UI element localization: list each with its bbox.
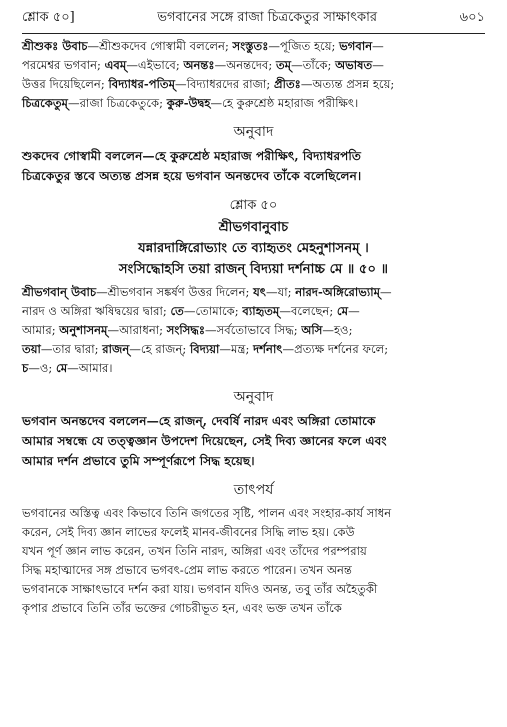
synonym-gloss: পরমেশ্বর ভগবান; [22,58,105,72]
synonym-term: তয়া [22,342,41,356]
synonym-gloss: —অনন্তদেব; [214,58,276,72]
synonym-gloss: —শ্রীশুকদেব গোস্বামী বললেন; [87,39,233,53]
synonym-term: যৎ [253,285,266,299]
synonym-term: রাজন্ [102,342,130,356]
synonyms-verse-49 [22,37,485,113]
synonym-line [22,283,485,302]
synonym-line [22,302,485,321]
synonym-term: বিদ্যাধর-পতিম্ [108,77,176,91]
verse-line: যন্নারদাঙ্গিরোভ্যাং তে ব্যাহৃতং মেহনুশাসনম্ । [138,241,369,256]
synonym-gloss: —তোমাকে; [183,304,243,318]
synonym-term: প্রীতঃ [273,77,301,91]
synonym-line [22,75,485,94]
synonym-gloss: —আমার। [67,361,113,375]
synonym-term: মে [55,361,68,375]
synonyms-verse-50 [22,283,485,378]
synonym-gloss: আমার; [22,323,60,337]
synonym-line [22,340,485,359]
synonym-gloss: — [380,285,392,299]
synonym-term: এবম্ [104,58,127,72]
synonym-gloss: —পূজিত হয়ে; [268,39,340,53]
synonym-line [22,94,485,113]
translation-heading: অনুবাদ [233,124,274,140]
translation-line: শুকদেব গোস্বামী বললেন—হে কুরুশ্রেষ্ঠ মহারাজ পরীক্ষিৎ, বিদ্যাধরপতি [22,149,362,163]
synonym-term: শ্রীভগবান্ উবাচ [22,285,97,299]
synonym-term: অভাষত [335,58,373,72]
translation-verse-50 [22,411,485,471]
synonym-term: মে [336,304,349,318]
synonym-term: চ [22,361,29,375]
synonym-term: চিত্রকেতুম্ [22,96,68,110]
synonym-gloss: —মন্ত্র; [219,342,254,356]
synonym-gloss: —হে রাজন্; [129,342,190,356]
synonym-term: দর্শনাৎ [253,342,283,356]
synonym-term: ভগবান [339,39,373,53]
translation-line: আমার সম্বন্ধে যে তত্ত্বজ্ঞান উপদেশ দিয়েছেন, সেই দিব্য জ্ঞানের ফলে এবং [22,434,387,448]
synonym-term: অসি [301,323,323,337]
synonym-term: অনুশাসনম্ [59,323,108,337]
sanskrit-verse [22,217,485,280]
header-page-number: ৬০১ [459,10,485,25]
synonym-gloss: —ও; [28,361,56,375]
purport-line: সিদ্ধ মহাত্মাদের সঙ্গ প্রভাবে ভগবৎ-প্রেম লাভ করতে পারেন। তখন অনন্ত [22,563,352,577]
translation-verse-49 [22,146,485,186]
translation-line: ভগবান অনন্তদেব বললেন—হে রাজন্, দেবর্ষি নারদ এবং অঙ্গিরা তোমাকে [22,414,376,428]
synonym-gloss: — [372,39,384,53]
synonym-gloss: —হও; [322,323,353,337]
synonym-term: বিদ্যয়া [189,342,220,356]
synonym-gloss: নারদ ও অঙ্গিরা ঋষিদ্বয়ের দ্বারা; [22,304,171,318]
synonym-gloss: —তার দ্বারা; [40,342,103,356]
purport-heading: তাৎপর্য [233,482,274,498]
synonym-gloss: —শ্রীভগবান সঙ্কর্ষণ উত্তর দিলেন; [96,285,254,299]
synonym-term: কুরু-উদ্বহ [166,96,211,110]
purport-line: যখন পূর্ণ জ্ঞান লাভ করেন, তখন তিনি নারদ, অঙ্গিরা এবং তাঁদের পরম্পরায় [22,544,367,558]
purport-line: ভগবানকে সাক্ষাৎভাবে দর্শন করা যায়। ভগবান যদিও অনন্ত, তবু তাঁর অহৈতুকী [22,582,378,596]
synonym-line [22,359,485,378]
synonym-term: সংস্তুতঃ [232,39,269,53]
synonym-gloss: —বলেছেন; [279,304,337,318]
translation-line: চিত্রকেতুর স্তবে অত্যন্ত প্রসন্ন হয়ে ভগবান অনন্তদেব তাঁকে বলেছিলেন। [22,169,362,183]
synonym-gloss: —অত্যন্ত প্রসন্ন হয়ে; [300,77,395,91]
synonym-gloss: —রাজা চিত্রকেতুকে; [68,96,167,110]
synonym-gloss: —এইভাবে; [126,58,184,72]
synonym-gloss: —হে কুরুশ্রেষ্ঠ মহারাজ পরীক্ষিৎ। [210,96,359,110]
running-header [22,0,485,34]
verse-line: সংসিদ্ধোহসি তয়া রাজন্ বিদ্যয়া দর্শনাচ্চ মে ॥ ৫০ ॥ [118,262,389,277]
synonym-gloss: —আরাধনা; [107,323,167,337]
purport-line: কৃপার প্রভাবে তিনি তাঁর ভক্তের গোচরীভূত হন, এবং ভক্ত তখন তাঁকে [22,601,342,615]
purport-line: করেন, সেই দিব্য জ্ঞান লাভের ফলেই মানব-জীবনের সিদ্ধি লাভ হয়। কেউ [22,525,355,539]
purport-body [22,504,485,618]
synonym-line [22,37,485,56]
synonym-gloss: —বিদ্যাধরদের রাজা; [175,77,274,91]
header-chapter-title: ভগবানের সঙ্গে রাজা চিত্রকেতুর সাক্ষাৎকার [157,10,378,25]
synonym-gloss: — [372,58,384,72]
verse-number: শ্লোক ৫০ [229,198,278,213]
synonym-term: শ্রীশুকঃ উবাচ [22,39,88,53]
synonym-line [22,56,485,75]
synonym-term: ব্যাহৃতম্ [242,304,280,318]
header-verse-label: শ্লোক ৫০] [22,10,75,25]
synonym-term: সংসিদ্ধঃ [166,323,206,337]
synonym-gloss: উত্তর দিয়েছিলেন; [22,77,109,91]
synonym-gloss: —সর্বতোভাবে সিদ্ধ; [205,323,302,337]
synonym-gloss: —যা; [265,285,296,299]
synonym-term: নারদ-অঙ্গিরোভ্যাম্ [295,285,381,299]
synonym-gloss: — [348,304,360,318]
verse-line: শ্রীভগবানুবাচ [218,220,289,235]
synonym-gloss: —প্রত্যক্ষ দর্শনের ফলে; [282,342,389,356]
synonym-term: তে [170,304,184,318]
synonym-gloss: —তাঁকে; [291,58,336,72]
purport-line: ভগবানের অস্তিত্ব এবং কিভাবে তিনি জগতের সৃষ্টি, পালন এবং সংহার-কার্য সাধন [22,506,392,520]
synonym-line [22,321,485,340]
synonym-term: অনন্তঃ [183,58,215,72]
synonym-term: তম্ [275,58,292,72]
translation-line: আমার দর্শন প্রভাবে তুমি সম্পূর্ণরূপে সিদ্ধ হয়েছ। [22,454,255,468]
translation-heading: অনুবাদ [233,389,274,405]
